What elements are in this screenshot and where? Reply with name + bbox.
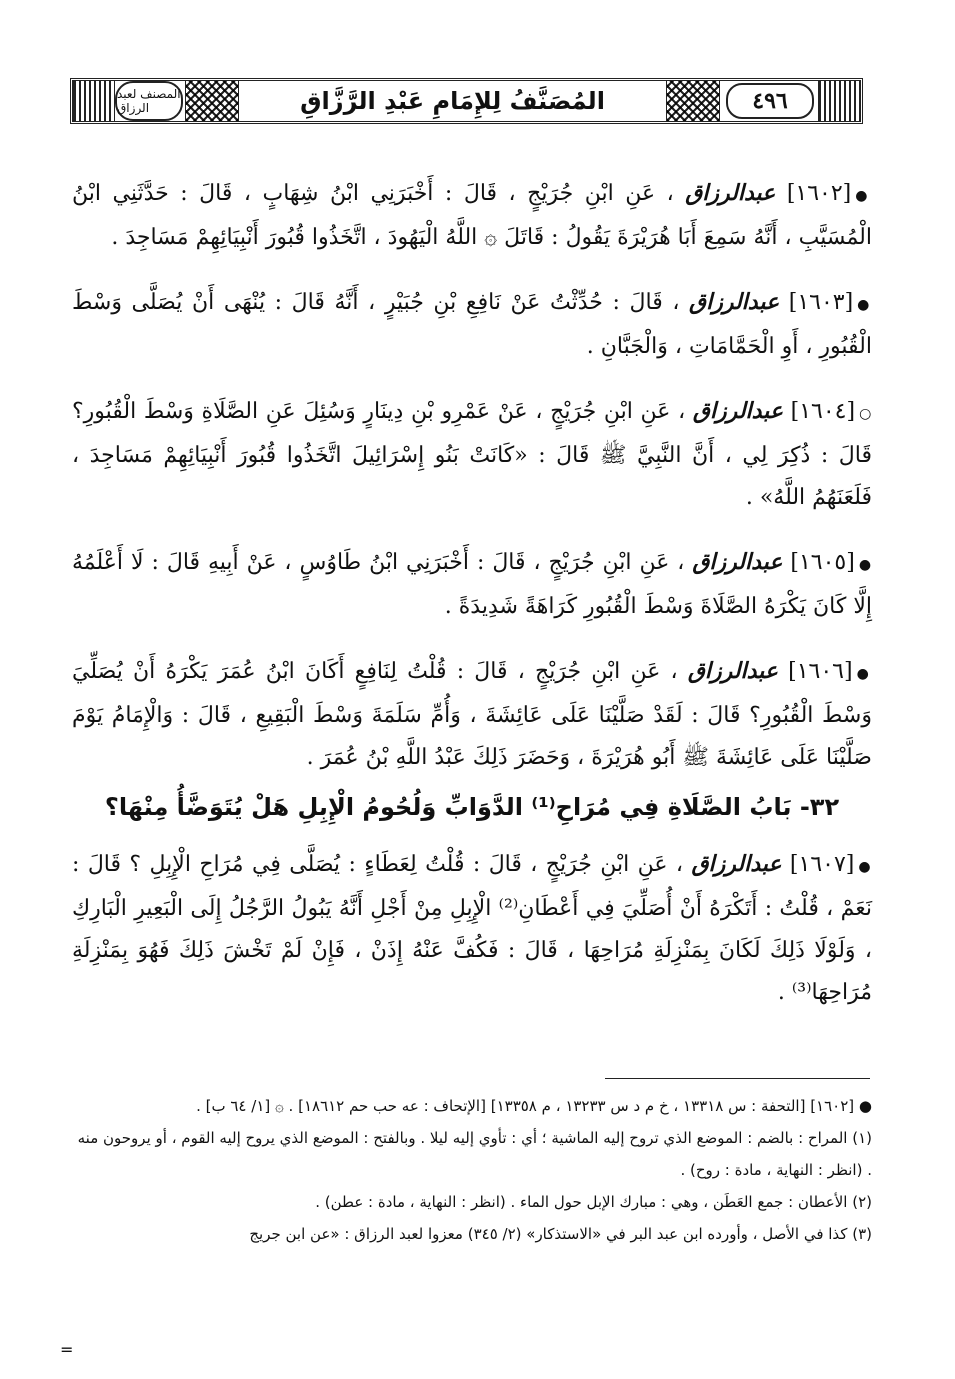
entry-number: [١٦٠٤] (790, 399, 856, 424)
footnote: (٣) كذا في الأصل ، وأورده ابن عبد البر في «الاستذكار» (٢/ ٣٤٥) معزوا لعبد الرزاق : «عن ابن جريج (249, 1225, 872, 1243)
chapter-heading: ٣٢- بَابُ الصَّلَاةِ فِي مُرَاحِ⁽¹⁾ الدَّوَابِّ وَلُحُومُ الْإِبِلِ هَلْ يُتَوَضَّأُ مِنْهَا؟ (104, 793, 840, 821)
right-ornament (818, 80, 860, 122)
running-title: المُصَنَّفُ لِلإِمَامِ عَبْدِ الرَّزَّاقِ (300, 87, 605, 115)
book-badge: المصنف لعبد الرزاق (115, 81, 183, 121)
main-text (72, 150, 872, 1028)
hadith-entry (72, 650, 872, 779)
entry-mark: ● (856, 666, 872, 682)
footnote: ● [١٦٠٢] [التحفة : س ١٣٣١٨ ، خ م د س ١٣٢٣٣ ، م ١٣٣٥٨] [الإتحاف : عه حب حم ١٨٦١٢] . ۞ [١/ ٦٤ ب] . (196, 1097, 872, 1115)
left-ornament (73, 80, 115, 122)
hadith-entry (72, 390, 872, 519)
entry-author: عبدالرزاق (685, 180, 776, 206)
header-ornament-left (185, 80, 239, 122)
entry-number: [١٦٠٦] (788, 659, 853, 684)
continuation-mark: = (60, 1340, 74, 1359)
entry-author: عبدالرزاق (692, 398, 783, 424)
hadith-entry (72, 172, 872, 259)
entry-number: [١٦٠٧] (789, 852, 855, 877)
entry-number: [١٦٠٥] (790, 550, 855, 575)
page-header (70, 78, 863, 124)
entry-number: [١٦٠٢] (786, 181, 852, 206)
entry-author: عبدالرزاق (692, 549, 783, 575)
entry-mark: ● (857, 297, 872, 313)
footnote: (١) المراح : بالضم : الموضع الذي تروح إليه الماشية ؛ أي : تأوي إليه ليلا . وبالفتح : الموضع الذي يروح إليه القوم ، أو يروحون منه . (انظر : النهاية ، مادة : روح) . (77, 1129, 872, 1179)
hadith-entry (72, 843, 872, 1014)
entry-mark: ● (858, 859, 872, 875)
entry-text: ، عَنِ ابْنِ جُرَيْجٍ ، عَنْ عَمْرِو بْنِ دِينَارٍ وَسُئِلَ عَنِ الصَّلَاةِ وَسْطَ الْقُبُورِ؟ قَالَ : ذُكِرَ لِي ، أَنَّ النَّبِيَّ ﷺ قَالَ : «كَانَتْ بَنُو إِسْرَائِيلَ اتَّخَذُوا قُبُورَ أَنْبِيَائِهِمْ مَسَاجِدَ ، فَلَعَنَهُمُ اللَّهُ» . (72, 399, 872, 510)
entry-text: ، عَنِ ابْنِ جُرَيْجٍ ، قَالَ : أَخْبَرَنِي ابْنُ طَاوُسٍ ، عَنْ أَبِيهِ قَالَ : لَا أَعْلَمُهُ إِلَّا كَانَ يَكْرَهُ الصَّلَاةَ وَسْطَ الْقُبُورِ كَرَاهَةً شَدِيدَةً . (72, 550, 872, 619)
entry-number: [١٦٠٣] (788, 290, 854, 315)
entry-text: ، عَنِ ابْنِ جُرَيْجٍ ، قَالَ : قُلْتُ لِنَافِعٍ أَكَانَ ابْنُ عُمَرَ يَكْرَهُ أَنْ يُصَلِّيَ وَسْطَ الْقُبُورِ؟ قَالَ : لَقَدْ صَلَّيْنَا عَلَى عَائِشَةَ ، وَأُمِّ سَلَمَةَ وَسْطَ الْبَقِيعِ ، قَالَ : وَالْإِمَامُ يَوْمَ صَلَّيْنَا عَلَى عَائِشَةَ ﷺ أَبُو هُرَيْرَةَ ، وَحَضَرَ ذَلِكَ عَبْدُ اللَّهِ بْنُ عُمَرَ . (72, 659, 872, 770)
hadith-entry (72, 541, 872, 628)
hadith-entry (72, 281, 872, 368)
entry-mark: ● (858, 557, 872, 573)
header-ornament-right (666, 80, 720, 122)
footnote-divider (605, 1078, 870, 1079)
entry-mark: ○ (859, 406, 872, 422)
entry-text: ، قَالَ : حُدِّثْتُ عَنْ نَافِعِ بْنِ جُبَيْرٍ ، أَنَّهُ قَالَ : يُنْهَى أَنْ يُصَلَّى وَسْطَ الْقُبُورِ ، أَوِ الْحَمَّامَاتِ ، وَالْجَبَّانِ . (72, 290, 872, 359)
entry-author: عبدالرزاق (689, 289, 780, 315)
entry-text: ، عَنِ ابْنِ جُرَيْجٍ ، قَالَ : قُلْتُ لِعَطَاءٍ : يُصَلَّى فِي مُرَاحِ الْإِبِلِ ؟ قَالَ : نَعَمْ ، قُلْتُ : أَتَكْرَهُ أَنْ أُصَلِّيَ فِي أَعْطَانِ⁽²⁾ الْإِبِلِ مِنْ أَجْلِ أَنَّهُ يَبُولُ الرَّجُلُ إِلَى الْبَعِيرِ الْبَارِكِ ، وَلَوْلَا ذَلِكَ لَكَانَ بِمَنْزِلَةِ مُرَاحِهَا ، قَالَ : فَكُفَّ عَنْهُ إِذَنْ ، فَإِنْ لَمْ تَخْشَ ذَلِكَ فَهُوَ بِمَنْزِلَةِ مُرَاحِهَا⁽³⁾ . (72, 852, 872, 1005)
page-number: ٤٩٦ (726, 83, 814, 119)
entry-mark: ● (855, 188, 872, 204)
footnote: (٢) الأعطان : جمع العَطَن ، وهي : مبارك الإبل حول الماء . (انظر : النهاية ، مادة : عطن) . (315, 1193, 872, 1211)
entry-author: عبدالرزاق (687, 658, 778, 684)
entry-text: ، عَنِ ابْنِ جُرَيْجٍ ، قَالَ : أَخْبَرَنِي ابْنُ شِهَابٍ ، قَالَ : حَدَّثَنِي ابْنُ الْمُسَيَّبِ ، أَنَّهُ سَمِعَ أَبَا هُرَيْرَةَ يَقُولُ : قَاتَلَ ۞ اللَّهُ الْيَهُودَ ، اتَّخَذُوا قُبُورَ أَنْبِيَائِهِمْ مَسَاجِدَ . (72, 181, 872, 250)
footnotes (72, 1090, 872, 1250)
entry-author: عبدالرزاق (691, 851, 782, 877)
